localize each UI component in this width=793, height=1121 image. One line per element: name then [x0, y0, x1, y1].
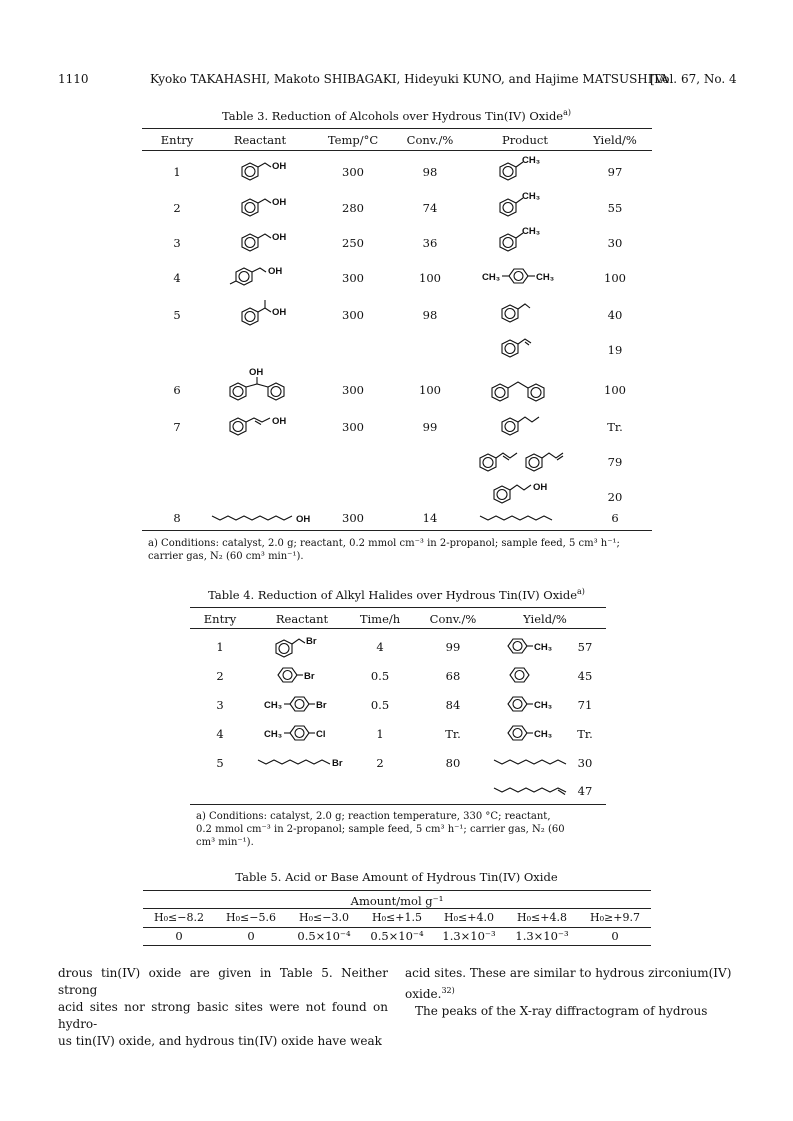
benzyl-alcohol-structure	[232, 228, 292, 258]
chlorotoluene-structure	[264, 722, 344, 746]
table3-yield: 100	[604, 383, 626, 397]
svg-text:OH: OH	[272, 416, 287, 427]
table4-col-conv: Conv./%	[429, 612, 477, 626]
toluene-structure	[490, 189, 550, 223]
styrene-structure	[496, 334, 546, 364]
diphenylmethane-structure	[486, 374, 566, 404]
svg-text:Cl: Cl	[316, 729, 326, 740]
body-line: acid sites nor strong basic sites were not found on hydro-	[58, 1000, 388, 1031]
table3-temp: 300	[342, 383, 364, 397]
table3-entry: 3	[173, 236, 181, 250]
benzyl-alcohol-structure	[232, 193, 292, 223]
body-line: us tin(IV) oxide, and hydrous tin(IV) oxide have weak	[58, 1034, 382, 1048]
table4-entry: 5	[216, 756, 224, 770]
toluene-structure	[490, 224, 550, 258]
table3-footnote-line2: carrier gas, N₂ (60 cm³ min⁻¹).	[148, 551, 304, 562]
table3-conv: 74	[422, 201, 438, 215]
table4-yield: Tr.	[577, 727, 593, 741]
table3-yield: 20	[607, 490, 623, 504]
table5-value: 0.5×10⁻⁴	[370, 929, 424, 943]
svg-text:Br: Br	[306, 636, 317, 647]
table4-caption: Table 4. Reduction of Alkyl Halides over Hydrous Tin(IV) Oxide$^{a)}$	[208, 587, 585, 602]
table3-conv: 98	[422, 165, 438, 179]
table5-group-header: Amount/mol g⁻¹	[350, 894, 444, 908]
table5-value: 0	[611, 929, 619, 943]
benzhydrol-structure	[222, 367, 292, 407]
body-right-column	[405, 965, 737, 1020]
table3-footnote-line1: a) Conditions: catalyst, 2.0 g; reactant, 0.2 mmol cm⁻³ in 2-propanol; sample feed, 5 cm³ h⁻¹;	[148, 538, 620, 549]
table4-entry: 3	[216, 698, 224, 712]
table5-group-rule	[143, 908, 651, 909]
svg-text:Br: Br	[332, 758, 343, 769]
svg-text:Br: Br	[316, 700, 327, 711]
page-number: 1110	[58, 72, 89, 86]
table4-time: 1	[376, 727, 384, 741]
table3-conv: 36	[422, 236, 438, 250]
svg-text:OH: OH	[272, 161, 287, 172]
phenylpropanol-structure	[488, 478, 568, 508]
body-line: The peaks of the X-ray diffractogram of hydrous	[415, 1004, 708, 1018]
table3-caption: Table 3. Reduction of Alcohols over Hydrous Tin(IV) Oxide$^{a)}$	[222, 108, 571, 123]
table3-col-conv: Conv./%	[406, 133, 454, 147]
table3-col-entry: Entry	[160, 133, 194, 147]
svg-text:CH₃: CH₃	[522, 155, 541, 166]
table3-yield: 6	[611, 511, 619, 525]
table3-temp: 300	[342, 420, 364, 434]
toluene-structure	[490, 153, 550, 187]
table4-header-rule	[190, 628, 606, 629]
table3-conv: 99	[422, 420, 438, 434]
bromotoluene-structure	[264, 693, 344, 717]
decane-structure	[492, 754, 572, 770]
table4-yield: 45	[577, 669, 593, 683]
decene-structure	[492, 782, 572, 798]
table4-yield: 71	[577, 698, 593, 712]
svg-text:Br: Br	[304, 671, 315, 682]
svg-text:CH₃: CH₃	[264, 700, 283, 711]
body-line: oxide.$^{32)}$	[405, 986, 455, 1001]
running-authors: Kyoko TAKAHASHI, Makoto SHIBAGAKI, Hideyuki KUNO, and Hajime MATSUSHITA	[150, 72, 669, 86]
table3-conv: 100	[419, 383, 441, 397]
table3-entry: 2	[173, 201, 181, 215]
svg-text:CH₃: CH₃	[522, 226, 541, 237]
toluene-structure	[506, 693, 566, 717]
table3-temp: 280	[342, 201, 364, 215]
svg-text:CH₃: CH₃	[534, 700, 553, 711]
bromobenzene-structure	[276, 664, 336, 688]
table5-value: 0	[247, 929, 255, 943]
svg-text:OH: OH	[272, 197, 287, 208]
table5-col-4: H₀≤+1.5	[372, 911, 422, 924]
table4-yield: 57	[577, 640, 593, 654]
table4-col-reactant: Reactant	[275, 612, 329, 626]
table4-time: 4	[376, 640, 384, 654]
table3-conv: 100	[419, 271, 441, 285]
table5-bottom-rule	[143, 945, 651, 946]
table4-time: 0.5	[370, 698, 390, 712]
table3-conv: 98	[422, 308, 438, 322]
table5-value: 1.3×10⁻³	[442, 929, 496, 943]
methylbenzyl-alcohol-structure	[222, 262, 302, 292]
table3-col-reactant: Reactant	[233, 133, 287, 147]
table4-time: 2	[376, 756, 384, 770]
table5-value: 0	[175, 929, 183, 943]
table5-col-5: H₀≤+4.0	[444, 911, 494, 924]
propylbenzene-structure	[496, 410, 556, 440]
table4-yield: 30	[577, 756, 593, 770]
table4-conv: 80	[445, 756, 461, 770]
volume-info: [Vol. 67, No. 4	[650, 72, 737, 86]
table4-col-time: Time/h	[359, 612, 401, 626]
table5-col-1: H₀≤−8.2	[154, 911, 204, 924]
table3-yield: 19	[607, 343, 623, 357]
table3-entry: 7	[173, 420, 181, 434]
benzyl-alcohol-structure	[232, 157, 292, 187]
table5-col-2: H₀≤−5.6	[226, 911, 276, 924]
table5-col-7: H₀≥+9.7	[590, 911, 640, 924]
table3-yield: 40	[607, 308, 623, 322]
table4-bottom-rule	[190, 804, 606, 805]
toluene-structure	[506, 635, 566, 659]
table5-header-rule	[143, 927, 651, 928]
table3-col-product: Product	[502, 133, 548, 147]
table3-yield: 30	[607, 236, 623, 250]
svg-text:OH: OH	[533, 482, 548, 493]
table4-footnote-line1: a) Conditions: catalyst, 2.0 g; reaction temperature, 330 °C; reactant,	[196, 811, 551, 822]
benzene-structure	[508, 664, 538, 688]
table3-entry: 1	[173, 165, 181, 179]
table5-value: 1.3×10⁻³	[515, 929, 569, 943]
svg-text:OH: OH	[268, 266, 283, 277]
svg-text:CH₃: CH₃	[522, 191, 541, 202]
table3-yield: 55	[607, 201, 623, 215]
propenylbenzene-structures	[474, 446, 584, 476]
table4-col-yield: Yield/%	[523, 612, 567, 626]
phenylethanol-structure	[232, 298, 292, 332]
table4-conv: 84	[445, 698, 461, 712]
table3-temp: 300	[342, 308, 364, 322]
svg-text:OH: OH	[272, 232, 287, 243]
body-line: acid sites. These are similar to hydrous zirconium(IV)	[405, 966, 732, 980]
table3-temp: 250	[342, 236, 364, 250]
table3-yield: 100	[604, 271, 626, 285]
ethylbenzene-structure	[496, 299, 546, 329]
table3-header-rule	[142, 150, 652, 151]
table3-temp: 300	[342, 511, 364, 525]
table4-conv: 99	[445, 640, 461, 654]
table3-temp: 300	[342, 271, 364, 285]
table4-conv: 68	[445, 669, 461, 683]
table4-time: 0.5	[370, 669, 390, 683]
svg-text:CH₃: CH₃	[264, 729, 283, 740]
body-line: drous tin(IV) oxide are given in Table 5. Neither strong	[58, 966, 388, 997]
benzyl-bromide-structure	[270, 632, 330, 662]
table3-yield: 79	[607, 455, 623, 469]
table4-footnote-line2: 0.2 mmol cm⁻³ in 2-propanol; sample feed, 5 cm³ h⁻¹; carrier gas, N₂ (60	[196, 824, 565, 835]
bromodecane-structure	[256, 754, 356, 770]
table3-entry: 5	[173, 308, 181, 322]
table3-col-temp: Temp/°C	[327, 133, 379, 147]
table4-col-entry: Entry	[203, 612, 237, 626]
table3-entry: 4	[173, 271, 181, 285]
decane-structure	[478, 510, 558, 526]
table5-caption: Table 5. Acid or Base Amount of Hydrous Tin(IV) Oxide	[235, 870, 558, 884]
svg-text:CH₃: CH₃	[534, 729, 553, 740]
svg-text:CH₃: CH₃	[534, 642, 553, 653]
table3-conv: 14	[422, 511, 438, 525]
table3-entry: 8	[173, 511, 181, 525]
table5-top-rule	[143, 890, 651, 891]
svg-text:CH₃: CH₃	[536, 272, 555, 283]
table3-bottom-rule	[142, 530, 652, 531]
table4-entry: 4	[216, 727, 224, 741]
table3-top-rule	[142, 128, 652, 129]
table5-value: 0.5×10⁻⁴	[297, 929, 351, 943]
table5-col-3: H₀≤−3.0	[299, 911, 349, 924]
table3-yield: 97	[607, 165, 623, 179]
table3-entry: 6	[173, 383, 181, 397]
reference-marker: 32)	[441, 986, 455, 995]
table4-yield: 47	[577, 784, 593, 798]
table4-top-rule	[190, 607, 606, 608]
table4-conv: Tr.	[445, 727, 461, 741]
xylene-structure	[482, 263, 572, 291]
svg-text:OH: OH	[296, 514, 311, 525]
table4-entry: 1	[216, 640, 224, 654]
table3-temp: 300	[342, 165, 364, 179]
table3-col-yield: Yield/%	[593, 133, 637, 147]
table3-yield: Tr.	[607, 420, 623, 434]
table5-col-6: H₀≤+4.8	[517, 911, 567, 924]
svg-text:OH: OH	[272, 307, 287, 318]
table4-footnote-line3: cm³ min⁻¹).	[196, 837, 254, 848]
toluene-structure	[506, 722, 566, 746]
table4-entry: 2	[216, 669, 224, 683]
svg-text:CH₃: CH₃	[482, 272, 501, 283]
body-left-column	[58, 965, 388, 1050]
decanol-structure	[210, 510, 320, 526]
svg-text:OH: OH	[249, 367, 264, 378]
cinnamyl-alcohol-structure	[224, 412, 304, 442]
